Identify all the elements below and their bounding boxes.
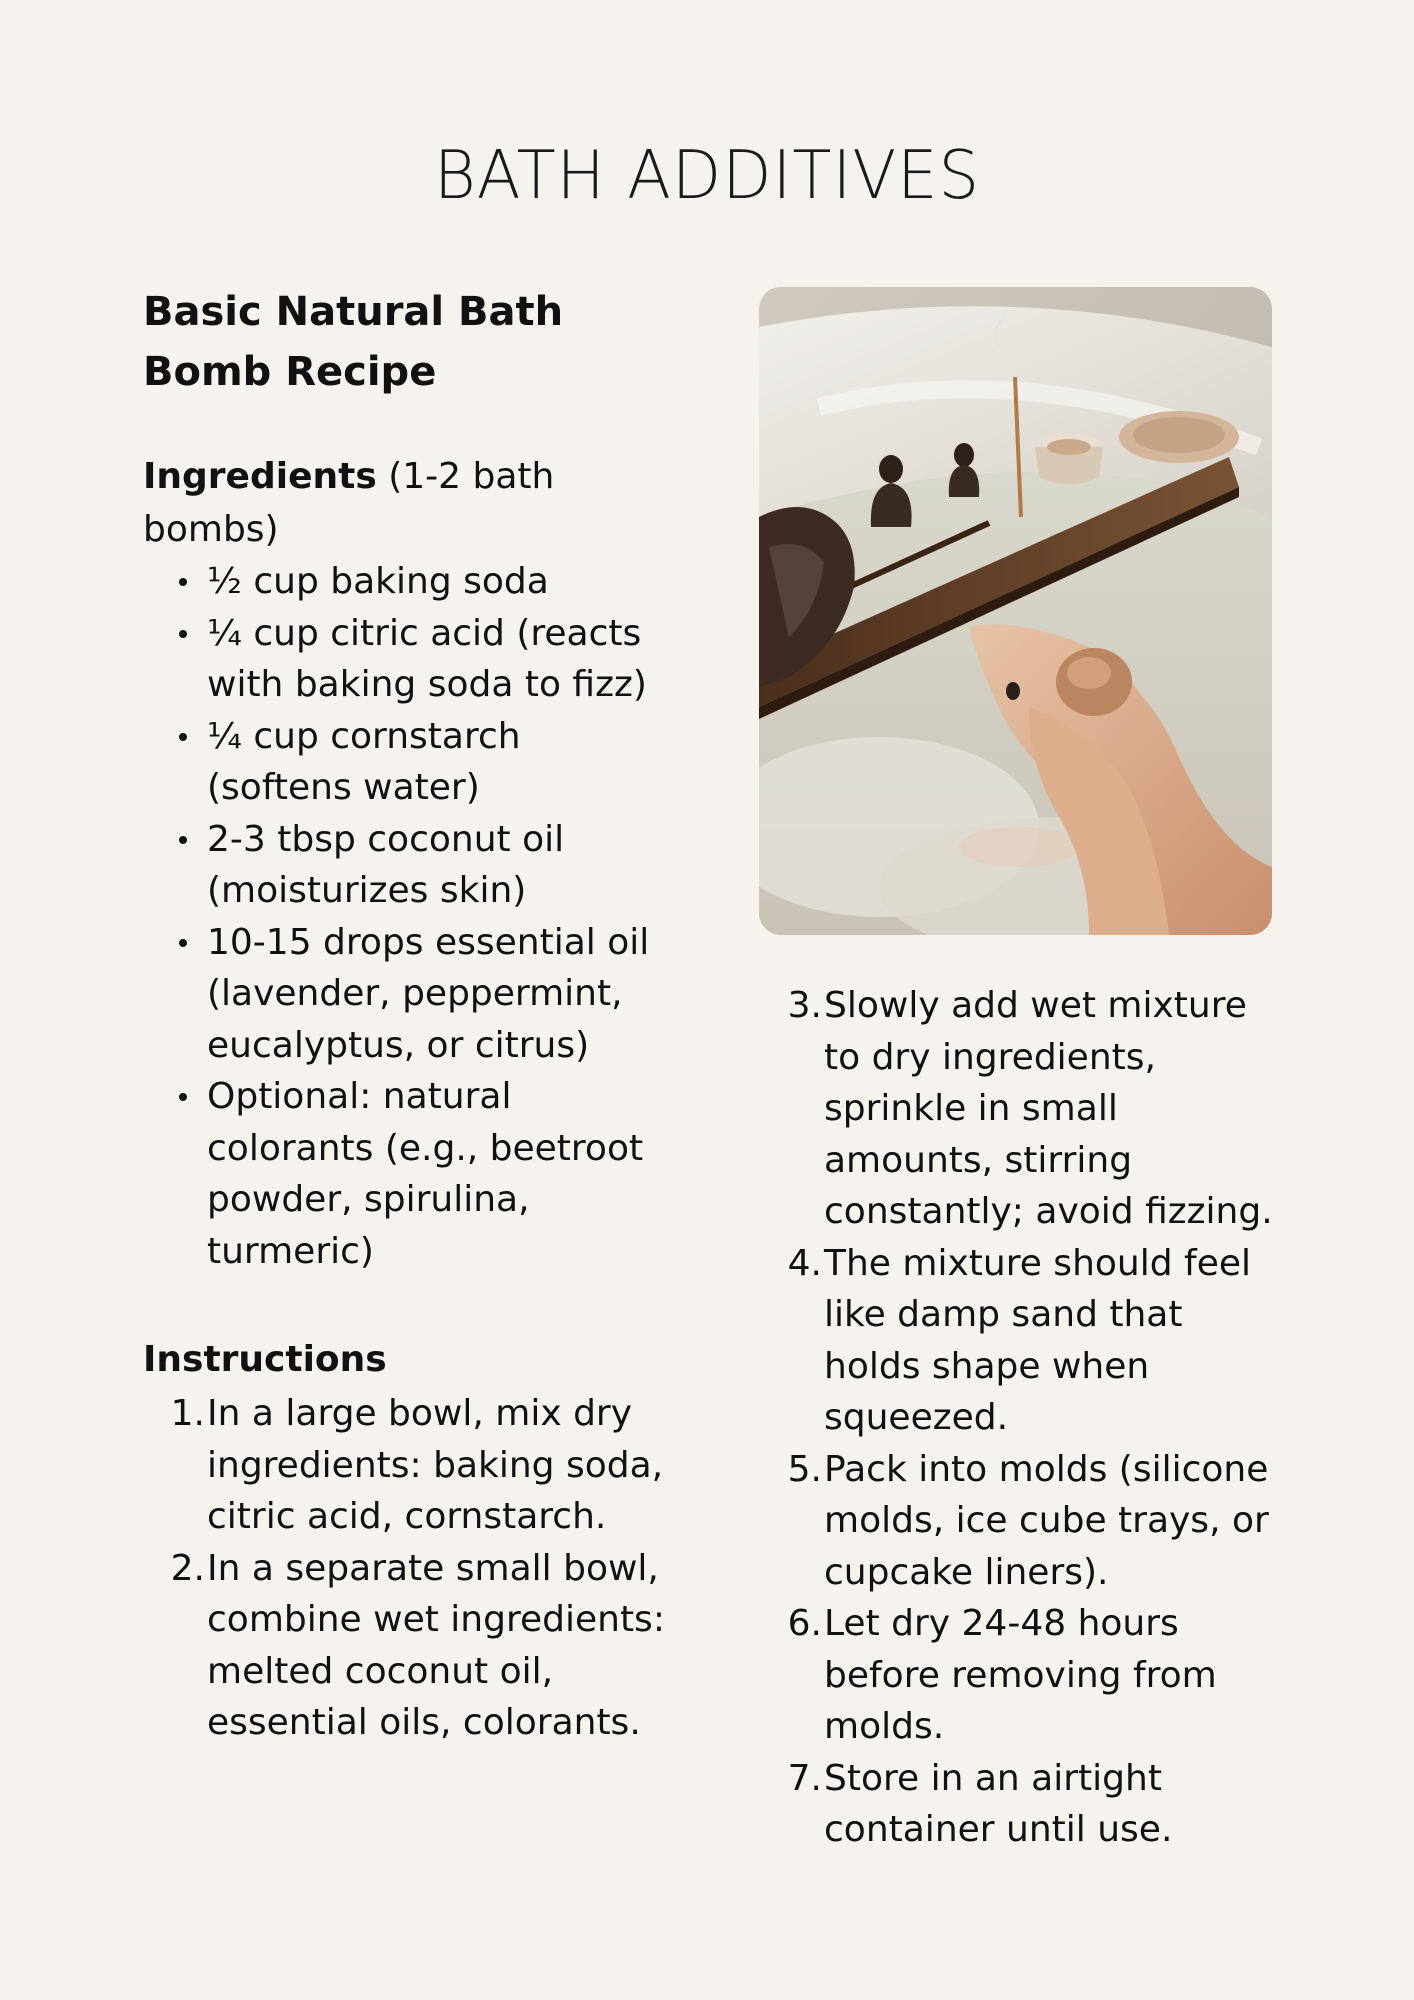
- step-text: The mixture should feel like damp sand that holds shape when squeezed.: [824, 1242, 1251, 1438]
- list-item: [760, 980, 1290, 1238]
- step-number: 7.: [787, 1757, 822, 1799]
- instructions-list-left: [143, 1388, 673, 1749]
- ingredient-text: ¼ cup cornstarch (softens water): [207, 715, 521, 808]
- step-text: Pack into molds (silicone molds, ice cube trays, or cupcake liners).: [824, 1448, 1269, 1593]
- ingredients-subheading: (1-2 bath bombs): [143, 456, 555, 550]
- step-number: 1.: [170, 1393, 205, 1434]
- list-item: [143, 556, 673, 608]
- ingredients-heading-label: Ingredients: [143, 456, 377, 497]
- instructions-list-right: [760, 980, 1290, 1856]
- recipe-title-line-1: Basic Natural Bath: [143, 289, 564, 335]
- list-item: [143, 1388, 673, 1543]
- ingredient-text: 2-3 tbsp coconut oil (moisturizes skin): [207, 818, 565, 911]
- bath-photo: [759, 287, 1272, 935]
- list-item: [143, 608, 673, 711]
- step-number: 6.: [787, 1603, 822, 1644]
- list-item: [143, 711, 673, 814]
- list-item: [143, 917, 673, 1072]
- ingredients-heading: [143, 450, 673, 556]
- step-number: 3.: [787, 985, 822, 1026]
- ingredients-list: [143, 556, 673, 1277]
- bullet-icon: [179, 578, 187, 586]
- ingredient-text: 10-15 drops essential oil (lavender, peppermint, eucalyptus, or citrus): [207, 921, 650, 1066]
- step-number: 2.: [170, 1547, 205, 1589]
- list-item: [143, 814, 673, 917]
- bullet-icon: [179, 733, 187, 741]
- list-item: [760, 1753, 1290, 1856]
- list-item: [143, 1543, 673, 1749]
- page-title: BATH ADDITIVES: [433, 137, 981, 215]
- left-column: [143, 282, 673, 1749]
- step-text: In a separate small bowl, combine wet ingredients: melted coconut oil, essential oils, colorants.: [207, 1547, 665, 1743]
- recipe-title: [143, 282, 673, 402]
- recipe-title-line-2: Bomb Recipe: [143, 349, 437, 395]
- step-text: In a large bowl, mix dry ingredients: baking soda, citric acid, cornstarch.: [207, 1393, 664, 1537]
- bullet-icon: [179, 939, 187, 947]
- ingredient-text: ¼ cup citric acid (reacts with baking soda to fizz): [207, 612, 647, 705]
- list-item: [760, 1238, 1290, 1444]
- ingredient-text: Optional: natural colorants (e.g., beetroot powder, spirulina, turmeric): [207, 1076, 644, 1272]
- step-number: 5.: [787, 1448, 822, 1490]
- bullet-icon: [179, 630, 187, 638]
- list-item: [760, 1444, 1290, 1599]
- bullet-icon: [179, 1093, 187, 1101]
- right-column: [760, 980, 1290, 1856]
- ingredient-text: ½ cup baking soda: [207, 561, 549, 602]
- step-number: 4.: [787, 1242, 822, 1284]
- list-item: [143, 1071, 673, 1277]
- instructions-heading: Instructions: [143, 1339, 387, 1380]
- bullet-icon: [179, 836, 187, 844]
- step-text: Store in an airtight container until use.: [824, 1757, 1173, 1850]
- step-text: Let dry 24-48 hours before removing from molds.: [824, 1603, 1217, 1747]
- list-item: [760, 1598, 1290, 1753]
- step-text: Slowly add wet mixture to dry ingredients, sprinkle in small amounts, stirring constantly; avoid fizzing.: [824, 985, 1273, 1232]
